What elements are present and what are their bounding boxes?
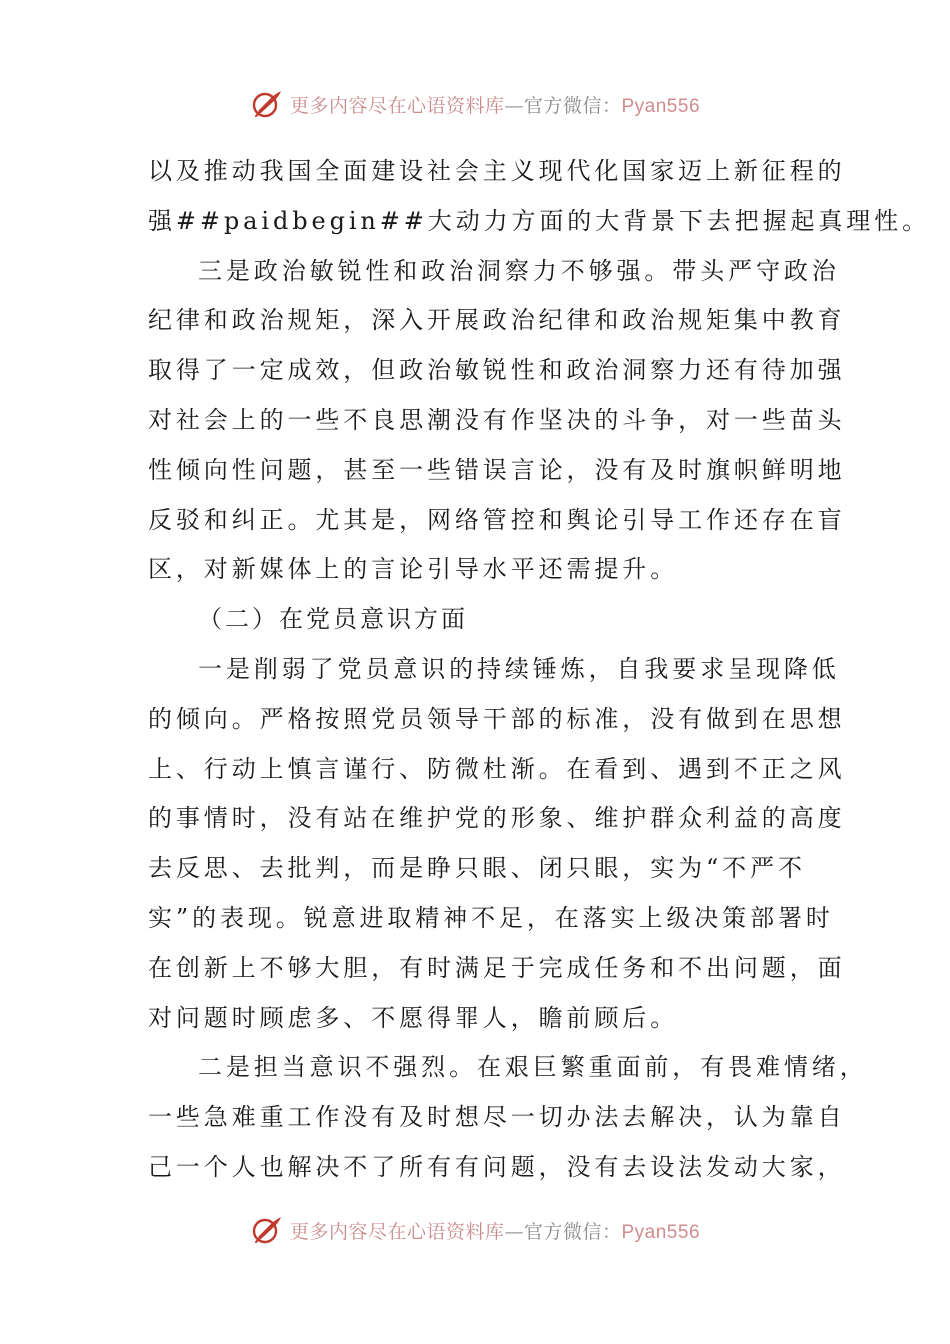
quill-logo-icon bbox=[250, 1213, 284, 1247]
watermark-sep: — bbox=[504, 94, 524, 117]
text-line: 取得了一定成效，但政治敏锐性和政治洞察力还有待加强 bbox=[148, 356, 846, 385]
watermark-label: 官方微信： bbox=[523, 94, 622, 117]
text-line: 去反思、去批判，而是睁只眼、闭只眼，实为“不严不 bbox=[148, 854, 806, 883]
text-line: 以及推动我国全面建设社会主义现代化国家迈上新征程的 bbox=[148, 157, 846, 185]
text-line: 上、行动上慎言谨行、防微杜渐。在看到、遇到不正之风 bbox=[148, 754, 846, 783]
text-line: 实”的表现。锐意进取精神不足，在落实上级决策部署时 bbox=[148, 903, 834, 932]
watermark-id: Pyan556 bbox=[621, 1221, 701, 1243]
footer-watermark bbox=[0, 1210, 950, 1250]
text-line: 一些急难重工作没有及时想尽一切办法去解决，认为靠自 bbox=[148, 1103, 846, 1132]
header-watermark bbox=[0, 84, 950, 124]
quill-logo-icon bbox=[250, 87, 284, 121]
text-line: 的倾向。严格按照党员领导干部的标准，没有做到在思想 bbox=[148, 704, 846, 733]
text-line: 纪律和政治规矩，深入开展政治纪律和政治规矩集中教育 bbox=[148, 306, 846, 335]
watermark-main: 更多内容尽在心语资料库 bbox=[289, 94, 505, 117]
text-line: 反驳和纠正。尤其是，网络管控和舆论引导工作还存在盲 bbox=[148, 505, 846, 534]
text-line: 区，对新媒体上的言论引导水平还需提升。 bbox=[148, 555, 679, 584]
watermark-sep: — bbox=[504, 1220, 524, 1243]
watermark-label: 官方微信： bbox=[523, 1220, 622, 1243]
text-line: 三是政治敏锐性和政治洞察力不够强。带头严守政治 bbox=[198, 256, 840, 285]
text-line: 对社会上的一些不良思潮没有作坚决的斗争，对一些苗头 bbox=[148, 405, 846, 434]
watermark-text bbox=[290, 91, 700, 118]
text-line: 性倾向性问题，甚至一些错误言论，没有及时旗帜鲜明地 bbox=[148, 455, 846, 484]
text-line: 一是削弱了党员意识的持续锤炼，自我要求呈现降低 bbox=[198, 654, 840, 683]
text-line: 己一个人也解决不了所有有问题，没有去设法发动大家， bbox=[148, 1152, 846, 1181]
text-line: 二是担当意识不强烈。在艰巨繁重面前，有畏难情绪， bbox=[198, 1053, 868, 1082]
text-line: 对问题时顾虑多、不愿得罪人，瞻前顾后。 bbox=[148, 1003, 679, 1032]
document-body bbox=[148, 147, 931, 1193]
watermark-text bbox=[290, 1217, 700, 1244]
text-line: 在创新上不够大胆，有时满足于完成任务和不出问题，面 bbox=[148, 953, 846, 982]
text-line: 强##paidbegin##大动力方面的大背景下去把握起真理性。 bbox=[148, 206, 931, 235]
watermark-id: Pyan556 bbox=[621, 95, 701, 117]
section-heading: （二）在党员意识方面 bbox=[198, 605, 468, 634]
text-line: 的事情时，没有站在维护党的形象、维护群众利益的高度 bbox=[148, 804, 846, 833]
watermark-main: 更多内容尽在心语资料库 bbox=[289, 1220, 505, 1243]
